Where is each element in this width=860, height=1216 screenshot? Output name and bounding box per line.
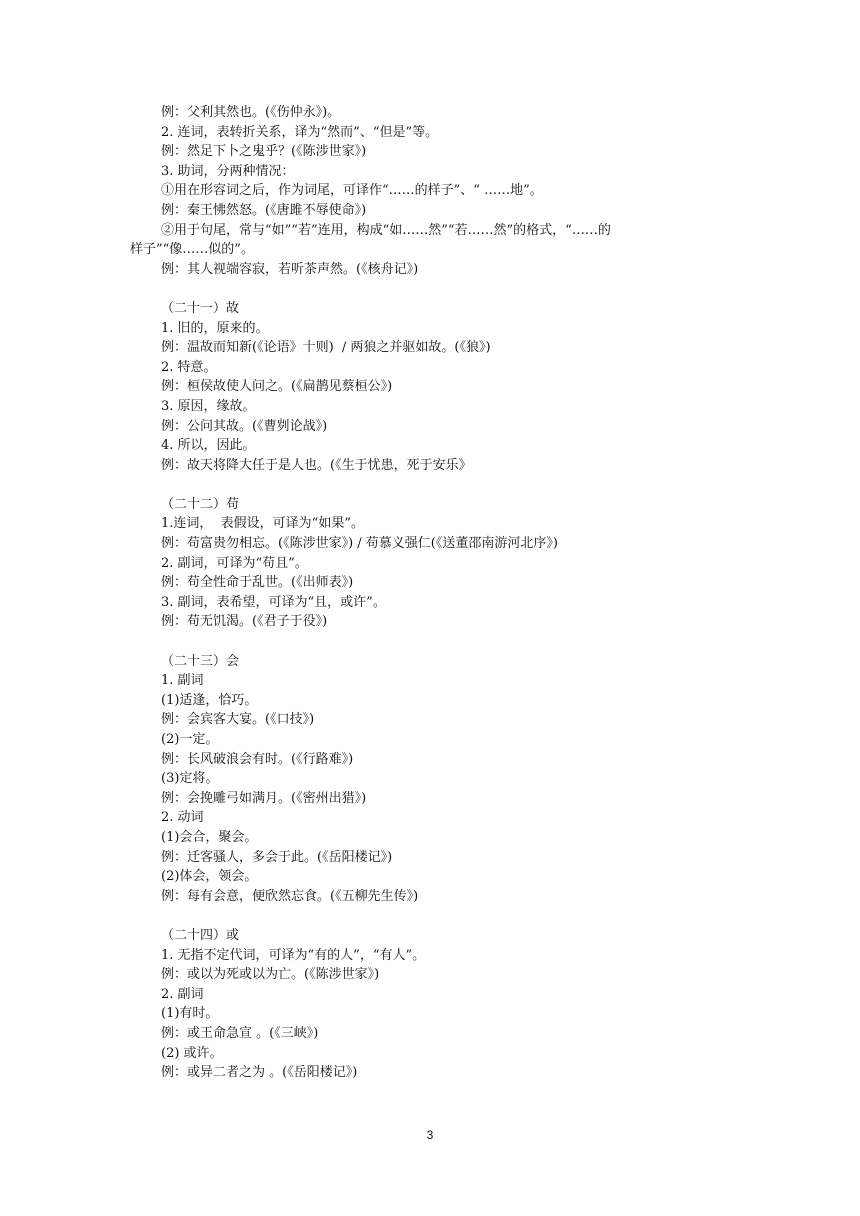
text-line: 例：公问其故。(《曹刿论战》) xyxy=(161,418,328,434)
text-line: （二十一）故 xyxy=(161,300,240,316)
text-line: （二十二）苟 xyxy=(161,496,240,512)
text-line: 例：或异二者之为 。(《岳阳楼记》) xyxy=(161,1065,358,1081)
blank-line xyxy=(130,279,740,299)
document-body xyxy=(130,103,740,1083)
text-line: (1)会合，聚会。 xyxy=(161,829,258,845)
text-line: 例：会挽雕弓如满月。(《密州出猎》) xyxy=(161,790,367,806)
text-line: 例：苟全性命于乱世。(《出师表》) xyxy=(161,575,354,591)
text-line: 2. 副词，可译为“苟且”。 xyxy=(161,555,308,571)
blank-line xyxy=(130,632,740,652)
text-line: (1)适逢，恰巧。 xyxy=(161,692,258,708)
text-line: 1. 旧的，原来的。 xyxy=(161,320,269,336)
text-line: 样子”“像……似的”。 xyxy=(130,242,254,258)
blank-line xyxy=(130,906,740,926)
text-line: 2. 动词 xyxy=(161,810,204,826)
text-line: 2. 特意。 xyxy=(161,359,217,375)
text-line: 例：长风破浪会有时。(《行路难》) xyxy=(161,751,354,767)
text-line: 例：故天将降大任于是人也。(《生于忧患，死于安乐》 xyxy=(161,457,472,473)
text-line: ①用在形容词之后，作为词尾，可译作“……的样子”、“ ……地”。 xyxy=(161,183,543,199)
text-line: 例：迁客骚人，多会于此。(《岳阳楼记》) xyxy=(161,849,393,865)
text-line: 例：然足下卜之鬼乎？(《陈涉世家》) xyxy=(161,144,367,160)
text-line: 例：其人视端容寂，若听茶声然。(《核舟记》) xyxy=(161,261,419,277)
text-line: 3. 助词，分两种情况： xyxy=(161,163,295,179)
text-line: 例：或以为死或以为亡。(《陈涉世家》) xyxy=(161,967,380,983)
text-line: 4. 所以，因此。 xyxy=(161,438,256,454)
text-line: 3. 原因，缘故。 xyxy=(161,398,256,414)
text-line: 例：会宾客大宴。(《口技》) xyxy=(161,712,315,728)
text-line: （二十三）会 xyxy=(161,653,240,669)
text-line: 例：温故而知新(《论语》十则) / 两狼之并驱如故。(《狼》) xyxy=(161,340,491,356)
text-line: 例：或王命急宣 。(《三峡》) xyxy=(161,1025,319,1041)
text-line: 1. 无指不定代词，可译为“有的人”，“有人”。 xyxy=(161,947,426,963)
blank-line xyxy=(130,475,740,495)
text-line: (3)定将。 xyxy=(161,771,219,787)
text-line: (2)一定。 xyxy=(161,732,219,747)
text-line: 例：苟富贵勿相忘。(《陈涉世家》) / 苟慕义强仁(《送董邵南游河北序》) xyxy=(161,536,558,552)
text-line: 例：每有会意，便欣然忘食。(《五柳先生传》) xyxy=(161,888,419,904)
text-line: (1)有时。 xyxy=(161,1006,219,1022)
page-number: 3 xyxy=(426,1128,434,1142)
text-line: 2. 副词 xyxy=(161,986,204,1002)
text-line: （二十四）或 xyxy=(161,927,240,943)
text-line: (2) 或许。 xyxy=(161,1045,223,1061)
text-line: 例：桓侯故使人问之。(《扁鹊见蔡桓公》) xyxy=(161,379,393,395)
text-line: (2)体会，领会。 xyxy=(161,869,258,885)
text-line: 1.连词， 表假设，可译为“如果”。 xyxy=(161,516,364,532)
text-line: ②用于句尾，常与“如”“若”连用，构成“如……然”“若……然”的格式，“……的 xyxy=(161,222,611,238)
text-line: 例：秦王怫然怒。(《唐雎不辱使命》) xyxy=(161,202,367,218)
text-line: 例：苟无饥渴。(《君子于役》) xyxy=(161,614,328,630)
text-line: 1. 副词 xyxy=(161,673,204,689)
text-line: 2. 连词，表转折关系，译为“然而”、“但是”等。 xyxy=(161,124,439,140)
text-line: 例：父利其然也。(《伤仲永》)。 xyxy=(161,105,341,120)
text-line: 3. 副词，表希望，可译为“且，或许”。 xyxy=(161,594,386,610)
